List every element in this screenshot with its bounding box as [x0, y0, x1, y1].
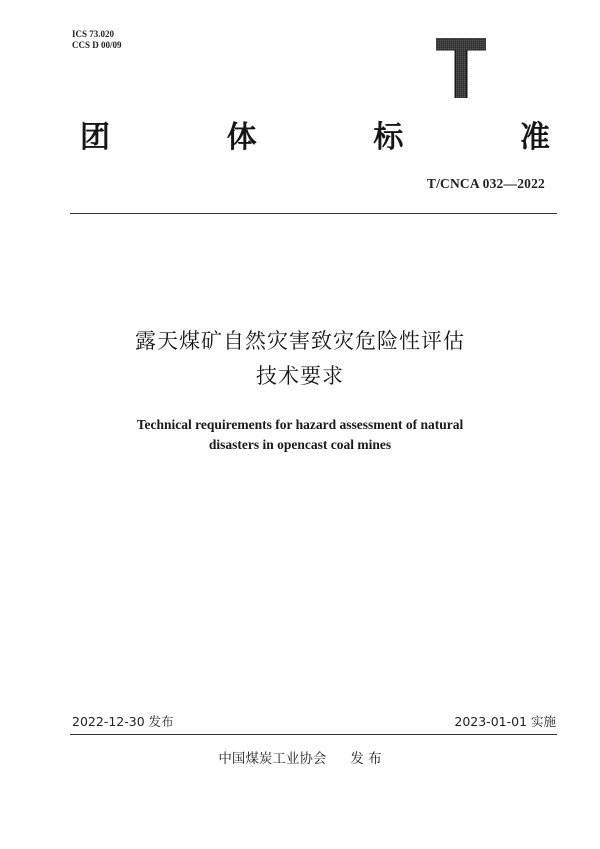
issue-date: 2022-12-30 发布 [72, 714, 174, 729]
doc-kind-char: 体 [226, 120, 257, 155]
doc-kind-char: 团 [80, 120, 110, 155]
publisher-line [0, 750, 600, 768]
ics-code: ICS 73.020 [72, 29, 115, 39]
standard-t-logo [436, 38, 486, 98]
implementation-date: 2023-01-01 实施 [454, 714, 556, 729]
bottom-divider [70, 734, 557, 735]
english-title-line-2: disasters in opencast coal mines [208, 437, 392, 452]
publish-action: 发 布 [350, 751, 382, 767]
doc-kind-char: 准 [519, 120, 550, 155]
publisher-organization: 中国煤炭工业协会 [218, 751, 327, 767]
ccs-code: CCS D 00/09 [72, 40, 122, 50]
standard-number: T/CNCA 032—2022 [426, 176, 545, 191]
doc-kind-char: 标 [373, 120, 404, 155]
chinese-title-line-1: 露天煤矿自然灾害致灾危险性评估 [135, 329, 465, 353]
chinese-title-line-2: 技术要求 [256, 364, 344, 388]
document-kind-heading [80, 120, 550, 156]
top-divider [70, 213, 557, 214]
english-title-line-1: Technical requirements for hazard assessment of natural [136, 417, 464, 432]
